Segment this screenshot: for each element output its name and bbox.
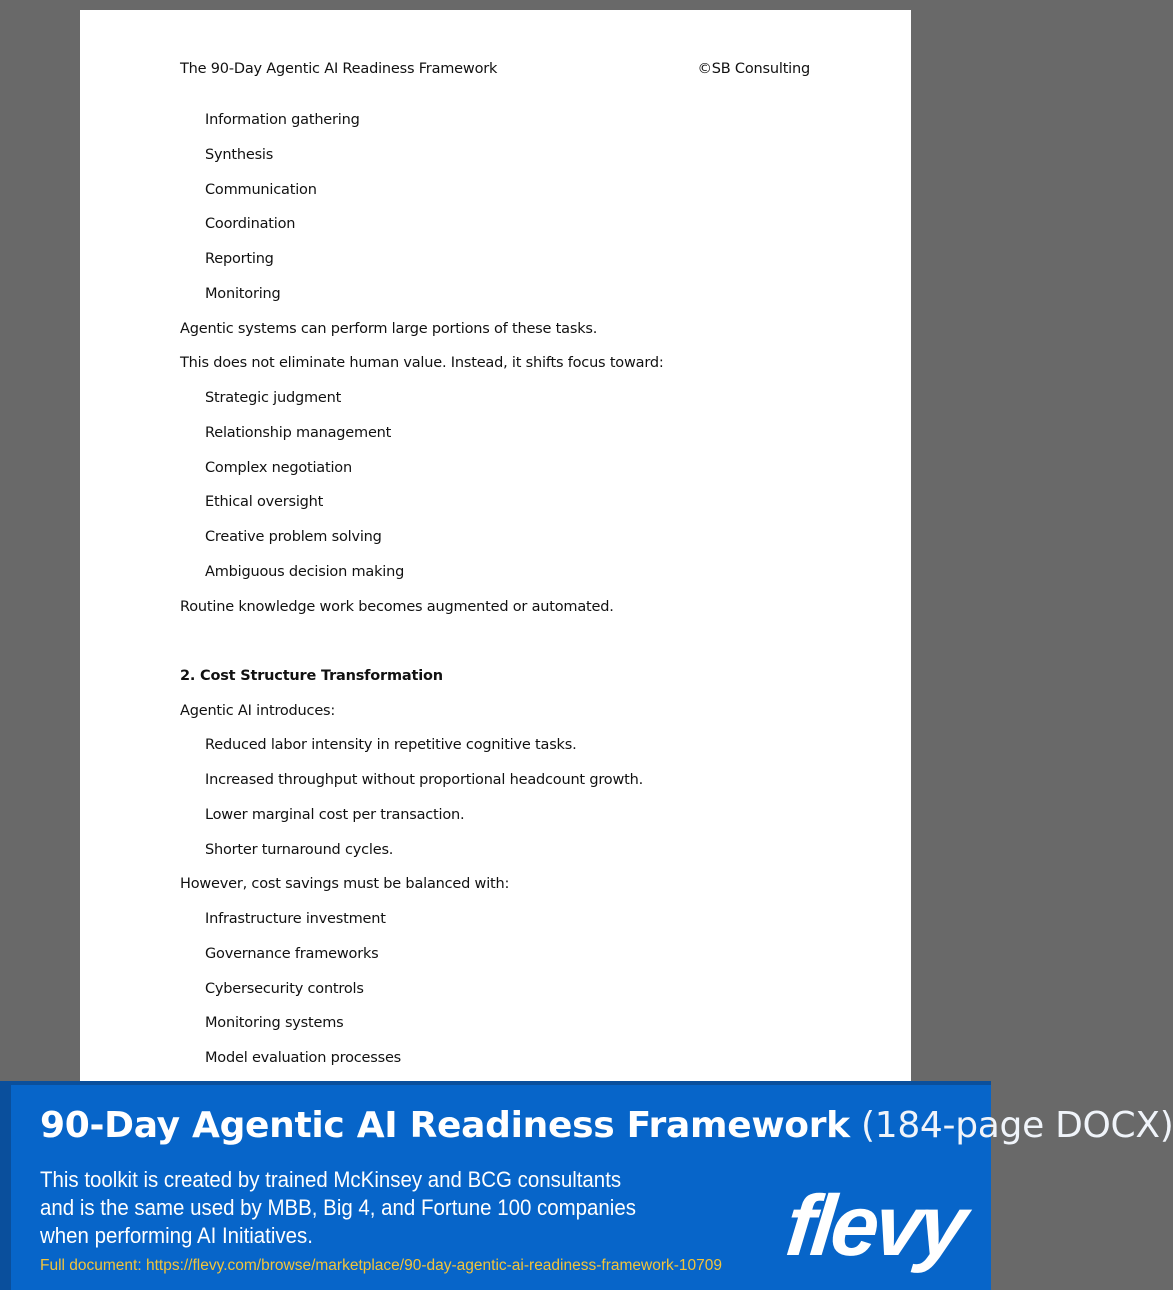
bullet-item: Coordination <box>205 216 296 233</box>
bullet-item: Synthesis <box>205 146 274 163</box>
bullet-item: Communication <box>205 181 317 198</box>
paragraph: Agentic systems can perform large portions of these tasks. <box>180 320 598 337</box>
document-body <box>180 109 820 1082</box>
banner-title-main: 90-Day Agentic AI Readiness Framework <box>40 1105 850 1146</box>
banner-title <box>40 1105 1173 1146</box>
paragraph: Agentic AI introduces: <box>180 702 336 719</box>
header-company: ©SB Consulting <box>697 61 810 77</box>
full-document-link[interactable]: Full document: https://flevy.com/browse/marketplace/90-day-agentic-ai-readiness-framework-10709 <box>40 1257 723 1274</box>
section-heading: 2. Cost Structure Transformation <box>180 667 443 684</box>
bullet-item: Model evaluation processes <box>205 1050 402 1066</box>
bullet-item: Governance frameworks <box>205 945 379 962</box>
bullet-item: Infrastructure investment <box>205 911 386 927</box>
banner-description: This toolkit is created by trained McKinsey and BCG consultants and is the same used by MBB, Big 4, and Fortune 100 companies when performing AI Initiatives. <box>40 1167 636 1248</box>
promo-banner <box>0 1081 1173 1290</box>
header-title: The 90-Day Agentic AI Readiness Framework <box>180 61 498 77</box>
bullet-item: Monitoring <box>205 285 281 302</box>
bullet-item: Ethical oversight <box>205 494 324 511</box>
bullet-item: Reduced labor intensity in repetitive cognitive tasks. <box>205 737 577 754</box>
bullet-item: Strategic judgment <box>205 390 342 406</box>
bullet-item: Reporting <box>205 251 274 267</box>
page-header <box>180 61 810 77</box>
bullet-item: Complex negotiation <box>205 459 352 476</box>
bullet-item: Ambiguous decision making <box>205 563 405 580</box>
paragraph: Routine knowledge work becomes augmented or automated. <box>180 598 614 615</box>
paragraph: This does not eliminate human value. Instead, it shifts focus toward: <box>180 355 664 372</box>
paragraph-spacer <box>180 630 820 665</box>
banner-title-format: (184-page DOCX) <box>849 1105 1173 1146</box>
flevy-logo[interactable] <box>781 1177 975 1277</box>
paragraph: However, cost savings must be balanced with: <box>180 876 510 893</box>
banner-top-stripe <box>0 1081 991 1085</box>
bullet-item: Shorter turnaround cycles. <box>205 841 394 858</box>
bullet-item: Relationship management <box>205 424 392 441</box>
bullet-item: Creative problem solving <box>205 529 382 545</box>
banner-left-stripe <box>0 1081 11 1290</box>
bullet-item: Increased throughput without proportional headcount growth. <box>205 772 643 788</box>
document-page <box>80 10 911 1081</box>
bullet-item: Lower marginal cost per transaction. <box>205 806 465 823</box>
flevy-logo-text: flevy <box>781 1178 968 1274</box>
bullet-item: Monitoring systems <box>205 1015 344 1032</box>
bullet-item: Cybersecurity controls <box>205 980 364 997</box>
bullet-item: Information gathering <box>205 112 360 128</box>
